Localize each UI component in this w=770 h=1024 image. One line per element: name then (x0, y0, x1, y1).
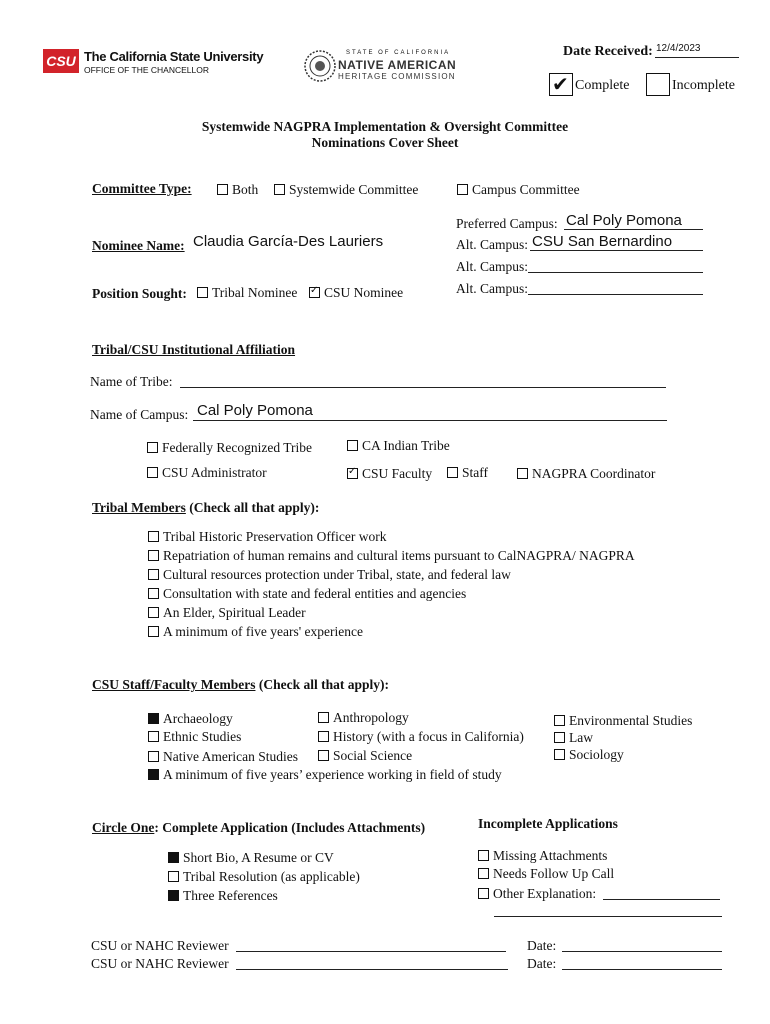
reviewer-2-label: CSU or NAHC Reviewer (91, 956, 229, 971)
checkbox[interactable] (478, 888, 489, 899)
circle-one-heading: Circle One: Complete Application (Includes Attachments) (92, 820, 426, 835)
filled-checkbox[interactable] (148, 769, 159, 780)
other-explanation-line-1[interactable] (603, 899, 720, 900)
reviewer-2-date-line[interactable] (562, 969, 722, 970)
checkbox[interactable] (318, 750, 329, 761)
csu-logo-name: The California State University (84, 49, 264, 64)
campus-name-value[interactable]: Cal Poly Pomona (197, 402, 313, 419)
complete-label: Complete (575, 78, 630, 93)
checkbox[interactable] (318, 731, 329, 742)
csu-logo-badge: CSU (43, 49, 79, 73)
three-references-option[interactable]: Three References (168, 888, 278, 904)
tribe-name-label: Name of Tribe: (90, 374, 173, 389)
nagpra-coordinator-option[interactable]: NAGPRA Coordinator (517, 466, 655, 482)
nahc-seal-icon (304, 50, 336, 82)
field-environmental-option[interactable]: Environmental Studies (554, 713, 692, 729)
checkbox[interactable] (148, 607, 159, 618)
committee-type-label: Committee Type: (92, 181, 192, 196)
checkbox[interactable] (457, 184, 468, 195)
date-received-label: Date Received: (563, 44, 653, 59)
alt-campus-3-line[interactable] (528, 294, 703, 295)
tribal-item-repatriation[interactable]: Repatriation of human remains and cultural items pursuant to CalNAGPRA/ NAGPRA (148, 548, 635, 564)
alt-campus-2-line[interactable] (528, 272, 703, 273)
committee-both-option[interactable]: Both (217, 182, 258, 198)
csu-faculty-option[interactable]: ✓ CSU Faculty (347, 466, 432, 482)
csu-members-heading: CSU Staff/Faculty Members (Check all that apply): (92, 677, 389, 692)
checkbox[interactable] (347, 440, 358, 451)
nominee-name-value[interactable]: Claudia García-Des Lauriers (193, 233, 384, 250)
checkbox[interactable] (148, 550, 159, 561)
checkbox[interactable] (478, 868, 489, 879)
csu-administrator-option[interactable]: CSU Administrator (147, 465, 267, 481)
short-bio-option[interactable]: Short Bio, A Resume or CV (168, 850, 334, 866)
checkmark-icon: ✔ (552, 72, 569, 96)
field-native-american-option[interactable]: Native American Studies (148, 749, 298, 765)
checkbox[interactable] (517, 468, 528, 479)
ca-indian-tribe-option[interactable]: CA Indian Tribe (347, 438, 450, 454)
filled-checkbox[interactable] (168, 852, 179, 863)
date-received-value[interactable]: 12/4/2023 (656, 43, 701, 54)
checkbox[interactable] (147, 442, 158, 453)
nahc-logo-line2: HERITAGE COMMISSION (338, 72, 456, 81)
other-explanation-option[interactable]: Other Explanation: (478, 886, 596, 902)
alt-campus-2-label: Alt. Campus: (456, 259, 529, 274)
reviewer-1-line[interactable] (236, 951, 506, 952)
checkbox[interactable] (447, 467, 458, 478)
field-sociology-option[interactable]: Sociology (554, 747, 624, 763)
checkbox[interactable] (148, 588, 159, 599)
committee-campus-option[interactable]: Campus Committee (457, 182, 580, 198)
checkbox[interactable] (318, 712, 329, 723)
reviewer-2-line[interactable] (236, 969, 508, 970)
tribe-name-line[interactable] (180, 387, 666, 388)
incomplete-applications-heading: Incomplete Applications (478, 816, 618, 831)
csu-logo-office: OFFICE OF THE CHANCELLOR (84, 65, 209, 75)
tribal-resolution-option[interactable]: Tribal Resolution (as applicable) (168, 869, 360, 885)
checkbox[interactable] (148, 731, 159, 742)
checkbox[interactable] (148, 569, 159, 580)
nahc-state-label: STATE OF CALIFORNIA (346, 50, 451, 56)
complete-checkbox[interactable] (549, 73, 573, 96)
tribal-item-experience[interactable]: A minimum of five years' experience (148, 624, 363, 640)
checkbox[interactable] (147, 467, 158, 478)
checked-checkbox[interactable] (309, 287, 320, 298)
date-received-line (655, 57, 739, 58)
preferred-campus-line (564, 229, 703, 230)
checkbox[interactable] (148, 626, 159, 637)
field-social-science-option[interactable]: Social Science (318, 748, 412, 764)
tribal-item-elder[interactable]: An Elder, Spiritual Leader (148, 605, 306, 621)
alt-campus-1-label: Alt. Campus: (456, 237, 529, 252)
affiliation-heading: Tribal/CSU Institutional Affiliation (92, 342, 296, 357)
incomplete-checkbox[interactable] (646, 73, 670, 96)
alt-campus-3-label: Alt. Campus: (456, 281, 529, 296)
preferred-campus-label: Preferred Campus: (456, 216, 558, 231)
checkbox[interactable] (217, 184, 228, 195)
campus-name-label: Name of Campus: (90, 407, 189, 422)
reviewer-1-date-label: Date: (527, 938, 557, 953)
missing-attachments-option[interactable]: Missing Attachments (478, 848, 607, 864)
checkbox[interactable] (554, 732, 565, 743)
campus-name-line (193, 420, 667, 421)
nahc-logo-line1: NATIVE AMERICAN (338, 58, 457, 72)
checkbox[interactable] (197, 287, 208, 298)
incomplete-label: Incomplete (672, 78, 735, 93)
federally-recognized-option[interactable]: Federally Recognized Tribe (147, 440, 312, 456)
position-sought-label: Position Sought: (92, 286, 187, 301)
field-ethnic-studies-option[interactable]: Ethnic Studies (148, 729, 241, 745)
form-subtitle: Nominations Cover Sheet (311, 135, 459, 150)
checkbox[interactable] (148, 751, 159, 762)
filled-checkbox[interactable] (148, 713, 159, 724)
checked-checkbox[interactable] (347, 468, 358, 479)
reviewer-1-label: CSU or NAHC Reviewer (91, 938, 229, 953)
field-history-option[interactable]: History (with a focus in California) (318, 729, 524, 745)
staff-option[interactable]: Staff (447, 465, 488, 481)
field-anthropology-option[interactable]: Anthropology (318, 710, 409, 726)
reviewer-1-date-line[interactable] (562, 951, 722, 952)
position-tribal-option[interactable]: Tribal Nominee (197, 285, 297, 301)
field-law-option[interactable]: Law (554, 730, 593, 746)
alt-campus-1-value[interactable]: CSU San Bernardino (532, 233, 673, 250)
csu-min-experience-option[interactable]: A minimum of five years’ experience working in field of study (148, 767, 502, 783)
tribal-item-resources[interactable]: Cultural resources protection under Tribal, state, and federal law (148, 567, 511, 583)
checkbox[interactable] (148, 531, 159, 542)
tribal-members-heading: Tribal Members (Check all that apply): (92, 500, 320, 515)
committee-systemwide-option[interactable]: Systemwide Committee (274, 182, 418, 198)
needs-follow-up-option[interactable]: Needs Follow Up Call (478, 866, 614, 882)
checkbox[interactable] (554, 715, 565, 726)
nominee-name-label: Nominee Name: (92, 238, 185, 253)
position-csu-option[interactable]: ✓ CSU Nominee (309, 285, 403, 301)
preferred-campus-value[interactable]: Cal Poly Pomona (566, 212, 682, 229)
checkbox[interactable] (554, 749, 565, 760)
alt-campus-1-line (530, 250, 703, 251)
tribal-item-consultation[interactable]: Consultation with state and federal entities and agencies (148, 586, 466, 602)
other-explanation-line-2[interactable] (494, 916, 722, 917)
reviewer-2-date-label: Date: (527, 956, 557, 971)
filled-checkbox[interactable] (168, 890, 179, 901)
form-title: Systemwide NAGPRA Implementation & Oversight Committee (201, 119, 569, 134)
field-archaeology-option[interactable]: Archaeology (148, 711, 233, 727)
checkbox[interactable] (168, 871, 179, 882)
tribal-item-thpo[interactable]: Tribal Historic Preservation Officer work (148, 529, 386, 545)
checkbox[interactable] (478, 850, 489, 861)
checkbox[interactable] (274, 184, 285, 195)
